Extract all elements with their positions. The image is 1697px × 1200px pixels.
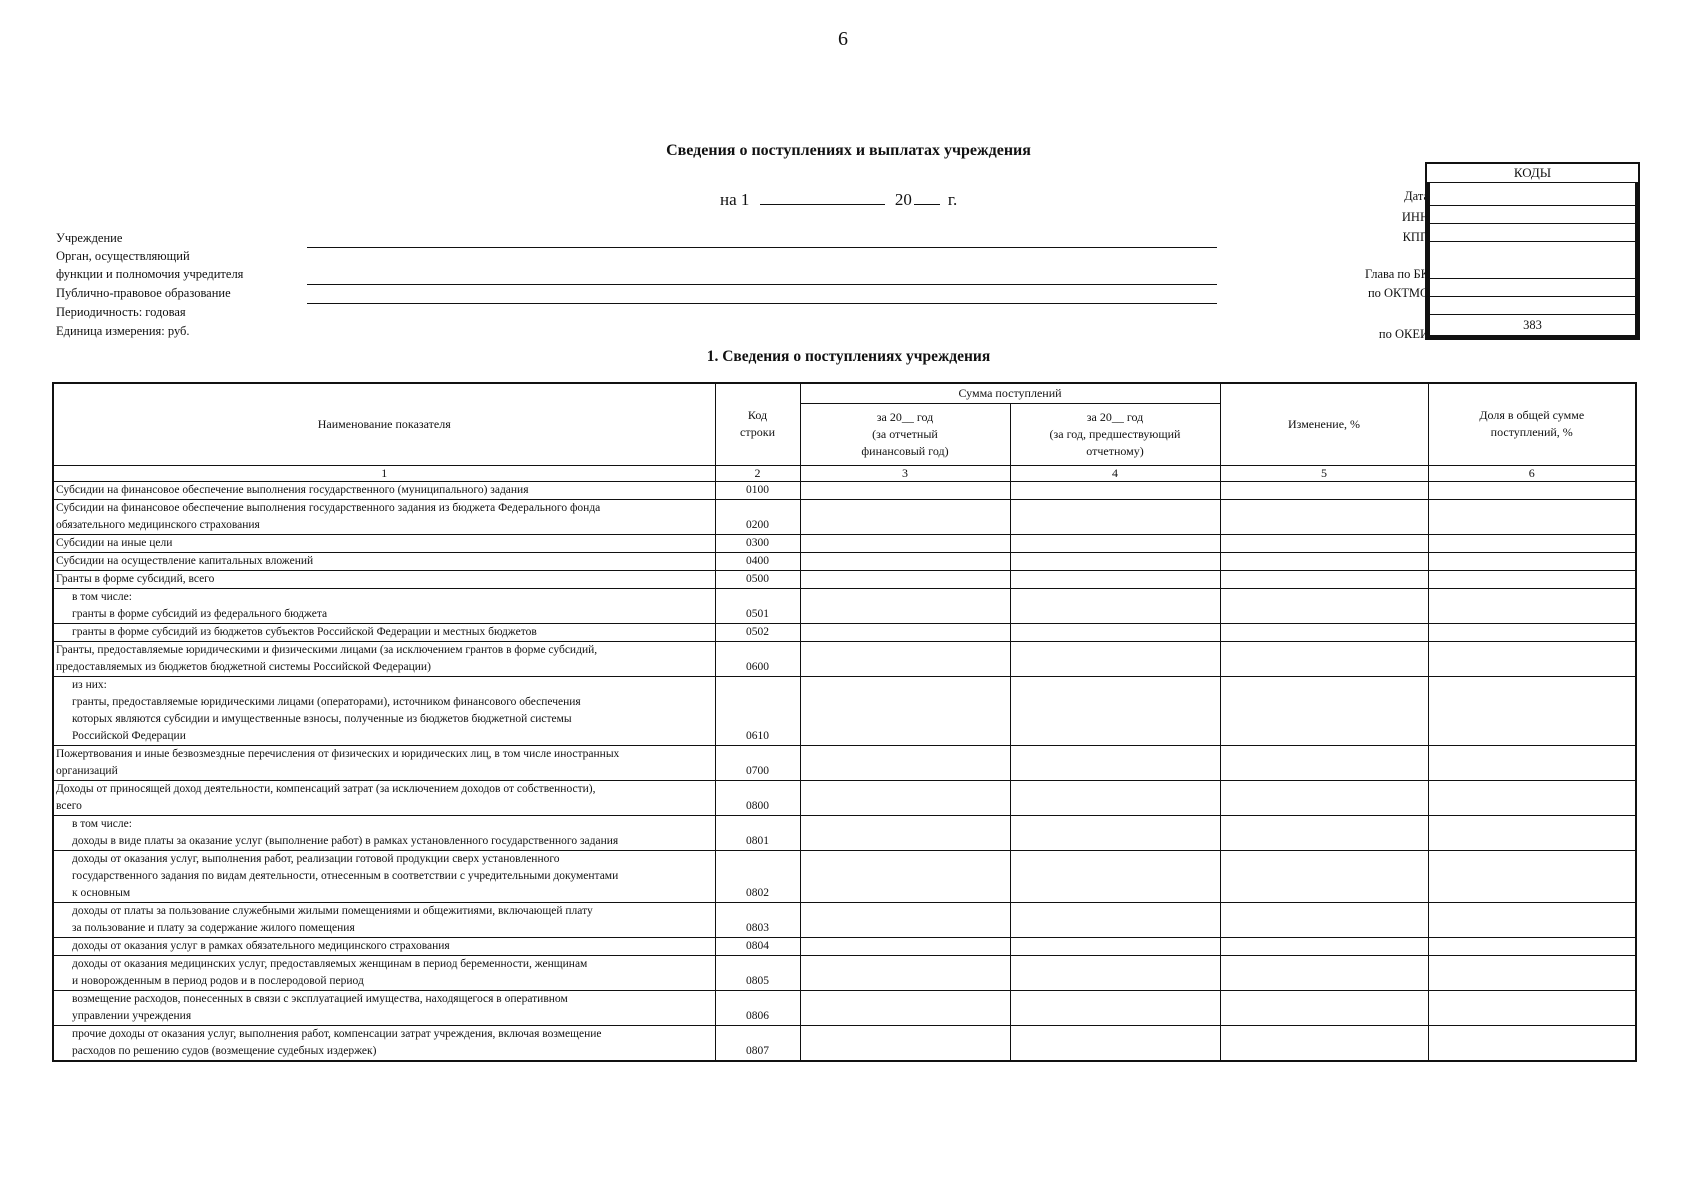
date-suffix: г.	[947, 190, 958, 209]
value-cell[interactable]	[800, 780, 1010, 815]
value-cell[interactable]	[800, 850, 1010, 902]
header-col4: за 20__ год (за год, предшествующий отчетному)	[1010, 403, 1220, 465]
value-cell[interactable]	[1428, 481, 1636, 499]
value-cell[interactable]	[800, 1025, 1010, 1061]
okei-label: по ОКЕИ	[1378, 327, 1429, 341]
row-code: 0803	[715, 902, 800, 937]
value-cell[interactable]	[800, 481, 1010, 499]
value-cell[interactable]	[800, 588, 1010, 623]
row-code: 0801	[715, 815, 800, 850]
header-code: Код строки	[715, 383, 800, 465]
row-name	[53, 850, 715, 902]
row-name-pre-text: из них:	[72, 678, 107, 691]
value-cell[interactable]	[1010, 937, 1220, 955]
table-row	[53, 552, 1636, 570]
row-code: 0400	[715, 552, 800, 570]
row-code: 0500	[715, 570, 800, 588]
row-code: 0300	[715, 534, 800, 552]
code-oktmo-cell[interactable]	[1427, 279, 1638, 297]
table-row	[53, 676, 1636, 745]
row-name-text: за пользование и плату за содержание жилого помещения	[72, 921, 355, 934]
row-name	[53, 641, 715, 676]
value-cell[interactable]	[1220, 815, 1428, 850]
code-okei-cell: 383	[1427, 315, 1638, 338]
value-cell[interactable]	[1010, 588, 1220, 623]
code-date-cell[interactable]	[1427, 183, 1638, 206]
value-cell[interactable]	[800, 815, 1010, 850]
value-cell[interactable]	[1428, 990, 1636, 1025]
col-number: 3	[800, 465, 1010, 481]
row-name-pre-text: в том числе:	[72, 817, 132, 830]
row-code: 0100	[715, 481, 800, 499]
value-cell[interactable]	[1010, 850, 1220, 902]
row-name-text: обязательного медицинского страхования	[56, 518, 260, 531]
form-title: Сведения о поступлениях и выплатах учреждения	[666, 142, 1031, 159]
row-name-pre-text: возмещение расходов, понесенных в связи с эксплуатацией имущества, находящегося в оперативном	[72, 992, 568, 1005]
value-cell[interactable]	[1428, 937, 1636, 955]
value-cell[interactable]	[1428, 676, 1636, 745]
value-cell[interactable]	[1010, 1025, 1220, 1061]
periodicity-label: Периодичность: годовая	[56, 305, 186, 319]
value-cell[interactable]	[800, 534, 1010, 552]
value-cell[interactable]	[1010, 990, 1220, 1025]
row-name-pre-text: Пожертвования и иные безвозмездные перечисления от физических и юридических лиц, в том числе иностранных	[56, 747, 620, 760]
public-entity-label: Публично-правовое образование	[56, 286, 231, 300]
row-code: 0502	[715, 623, 800, 641]
value-cell[interactable]	[1010, 552, 1220, 570]
table-row	[53, 534, 1636, 552]
value-cell[interactable]	[1010, 570, 1220, 588]
value-cell[interactable]	[1010, 481, 1220, 499]
value-cell[interactable]	[800, 641, 1010, 676]
row-code: 0804	[715, 937, 800, 955]
unit-label: Единица измерения: руб.	[56, 324, 190, 338]
row-name-text: всего	[56, 799, 82, 812]
value-cell[interactable]	[1428, 588, 1636, 623]
codes-header: КОДЫ	[1427, 164, 1638, 183]
value-cell[interactable]	[1220, 955, 1428, 990]
page-number: 6	[838, 28, 848, 50]
table-row	[53, 623, 1636, 641]
value-cell[interactable]	[1220, 990, 1428, 1025]
row-code: 0806	[715, 990, 800, 1025]
row-name	[53, 676, 715, 745]
value-cell[interactable]	[1428, 534, 1636, 552]
glava-bk-label: Глава по БК	[1364, 267, 1429, 281]
oktmo-label: по ОКТМО	[1367, 286, 1429, 300]
row-name	[53, 623, 715, 641]
value-cell[interactable]	[1220, 499, 1428, 534]
value-cell[interactable]	[1428, 815, 1636, 850]
value-cell[interactable]	[1428, 570, 1636, 588]
value-cell[interactable]	[1010, 623, 1220, 641]
table-row	[53, 499, 1636, 534]
value-cell[interactable]	[1220, 850, 1428, 902]
row-name	[53, 780, 715, 815]
header-sum: Сумма поступлений	[800, 383, 1220, 403]
row-code: 0610	[715, 676, 800, 745]
row-name	[53, 534, 715, 552]
value-cell[interactable]	[1010, 780, 1220, 815]
value-cell[interactable]	[1428, 552, 1636, 570]
organ-label-line1: Орган, осуществляющий	[56, 249, 190, 263]
row-name-text: Субсидии на осуществление капитальных вложений	[56, 554, 314, 567]
table-row	[53, 1025, 1636, 1061]
row-name-pre-text: которых являются субсидии и имущественные взносы, полученные из бюджетов бюджетной системы	[72, 712, 572, 725]
header-col3: за 20__ год (за отчетный финансовый год)	[800, 403, 1010, 465]
row-name-pre-text: Доходы от приносящей доход деятельности, компенсаций затрат (за исключением доходов от собственности),	[56, 782, 596, 795]
row-name	[53, 955, 715, 990]
value-cell[interactable]	[1428, 641, 1636, 676]
value-cell[interactable]	[1428, 902, 1636, 937]
table-row	[53, 588, 1636, 623]
receipts-table	[52, 382, 1637, 1062]
table-row	[53, 780, 1636, 815]
value-cell[interactable]	[800, 499, 1010, 534]
value-cell[interactable]	[1220, 1025, 1428, 1061]
row-name-text: и новорожденным в период родов и в послеродовой период	[72, 974, 364, 987]
value-cell[interactable]	[1220, 902, 1428, 937]
table-row	[53, 745, 1636, 780]
table-row	[53, 481, 1636, 499]
institution-line[interactable]	[307, 247, 1217, 248]
row-code: 0805	[715, 955, 800, 990]
codes-box	[1425, 162, 1640, 340]
date-prefix: на 1	[720, 190, 750, 209]
row-code: 0200	[715, 499, 800, 534]
section-title: 1. Сведения о поступлениях учреждения	[706, 348, 991, 365]
row-name	[53, 745, 715, 780]
col-number: 4	[1010, 465, 1220, 481]
col-number: 2	[715, 465, 800, 481]
col-number: 5	[1220, 465, 1428, 481]
value-cell[interactable]	[1428, 850, 1636, 902]
row-name	[53, 552, 715, 570]
row-name-text: расходов по решению судов (возмещение судебных издержек)	[72, 1044, 377, 1057]
year-blank	[914, 188, 940, 205]
date-code-label: Дата	[1404, 189, 1429, 203]
row-name	[53, 1025, 715, 1061]
table-row	[53, 815, 1636, 850]
row-code: 0800	[715, 780, 800, 815]
row-name	[53, 570, 715, 588]
row-code: 0600	[715, 641, 800, 676]
value-cell[interactable]	[1220, 534, 1428, 552]
kpp-label: КПП	[1402, 230, 1429, 244]
public-entity-line[interactable]	[307, 303, 1217, 304]
row-name-text: Субсидии на финансовое обеспечение выполнения государственного (муниципального) задания	[56, 483, 529, 496]
inn-label: ИНН	[1401, 210, 1429, 224]
value-cell[interactable]	[800, 570, 1010, 588]
row-name-pre-text: прочие доходы от оказания услуг, выполнения работ, компенсации затрат учреждения, включая возмещение	[72, 1027, 602, 1040]
value-cell[interactable]	[1428, 745, 1636, 780]
row-name-text: Российской Федерации	[72, 729, 186, 742]
value-cell[interactable]	[1220, 481, 1428, 499]
value-cell[interactable]	[800, 937, 1010, 955]
row-name-text: предоставляемых из бюджетов бюджетной системы Российской Федерации)	[56, 660, 431, 673]
value-cell[interactable]	[800, 745, 1010, 780]
value-cell[interactable]	[1428, 780, 1636, 815]
row-name-text: доходы от оказания услуг в рамках обязательного медицинского страхования	[72, 939, 450, 952]
value-cell[interactable]	[1010, 676, 1220, 745]
row-name-pre-text: доходы от оказания услуг, выполнения работ, реализации готовой продукции сверх установленного	[72, 852, 560, 865]
value-cell[interactable]	[800, 990, 1010, 1025]
table-row	[53, 570, 1636, 588]
date-blank	[760, 188, 885, 205]
value-cell[interactable]	[800, 955, 1010, 990]
year-prefix: 20	[894, 190, 912, 209]
value-cell[interactable]	[1220, 623, 1428, 641]
value-cell[interactable]	[1010, 641, 1220, 676]
col-number: 6	[1428, 465, 1636, 481]
date-line	[720, 188, 957, 210]
row-name	[53, 588, 715, 623]
value-cell[interactable]	[1220, 937, 1428, 955]
value-cell[interactable]	[1220, 780, 1428, 815]
value-cell[interactable]	[800, 902, 1010, 937]
row-name-text: Гранты в форме субсидий, всего	[56, 572, 215, 585]
value-cell[interactable]	[1428, 499, 1636, 534]
code-inn-cell[interactable]	[1427, 206, 1638, 224]
value-cell[interactable]	[800, 623, 1010, 641]
row-name-text: Субсидии на иные цели	[56, 536, 173, 549]
row-name-text: гранты в форме субсидий из бюджетов субъектов Российской Федерации и местных бюджетов	[72, 625, 537, 638]
row-name-pre-text: государственного задания по видам деятельности, отнесенным в соответствии с учредительными документами	[72, 869, 619, 882]
value-cell[interactable]	[1010, 902, 1220, 937]
row-name-text: доходы в виде платы за оказание услуг (выполнение работ) в рамках установленного государственного задания	[72, 834, 619, 847]
row-name-pre-text: доходы от оказания медицинских услуг, предоставляемых женщинам в период беременности, женщинам	[72, 957, 588, 970]
row-name	[53, 815, 715, 850]
row-code: 0802	[715, 850, 800, 902]
row-name	[53, 481, 715, 499]
row-name	[53, 902, 715, 937]
row-name	[53, 937, 715, 955]
table-row	[53, 641, 1636, 676]
value-cell[interactable]	[1220, 745, 1428, 780]
value-cell[interactable]	[1010, 745, 1220, 780]
organ-line[interactable]	[307, 284, 1217, 285]
table-row	[53, 955, 1636, 990]
row-name-text: к основным	[72, 886, 131, 899]
code-kpp-cell[interactable]	[1427, 224, 1638, 242]
row-name-text: управлении учреждения	[72, 1009, 192, 1022]
row-code: 0700	[715, 745, 800, 780]
row-name-pre-text: гранты, предоставляемые юридическими лицами (операторами), источником финансового обеспечения	[72, 695, 581, 708]
row-name-pre-text: Гранты, предоставляемые юридическими и физическими лицами (за исключением грантов в форме субсидий,	[56, 643, 598, 656]
value-cell[interactable]	[1010, 534, 1220, 552]
table-row	[53, 937, 1636, 955]
row-code: 0501	[715, 588, 800, 623]
row-name-pre-text: в том числе:	[72, 590, 132, 603]
value-cell[interactable]	[1428, 955, 1636, 990]
header-name: Наименование показателя	[53, 383, 715, 465]
value-cell[interactable]	[1220, 588, 1428, 623]
row-name-text: организаций	[56, 764, 118, 777]
value-cell[interactable]	[1220, 570, 1428, 588]
value-cell[interactable]	[1220, 676, 1428, 745]
header-share: Доля в общей сумме поступлений, %	[1428, 383, 1636, 465]
value-cell[interactable]	[1220, 641, 1428, 676]
table-row	[53, 850, 1636, 902]
value-cell[interactable]	[1220, 552, 1428, 570]
header-change: Изменение, %	[1220, 383, 1428, 465]
value-cell[interactable]	[800, 676, 1010, 745]
table-row	[53, 990, 1636, 1025]
value-cell[interactable]	[800, 552, 1010, 570]
value-cell[interactable]	[1010, 955, 1220, 990]
value-cell[interactable]	[1428, 623, 1636, 641]
row-name-text: гранты в форме субсидий из федерального бюджета	[72, 607, 328, 620]
row-name	[53, 499, 715, 534]
value-cell[interactable]	[1010, 815, 1220, 850]
institution-label: Учреждение	[56, 231, 123, 245]
row-code: 0807	[715, 1025, 800, 1061]
row-name-pre-text: Субсидии на финансовое обеспечение выполнения государственного задания из бюджета Федерального фонда	[56, 501, 601, 514]
table-row	[53, 902, 1636, 937]
row-name-pre-text: доходы от платы за пользование служебными жилыми помещениями и общежитиями, включающей плату	[72, 904, 593, 917]
code-glava-cell[interactable]	[1427, 242, 1638, 279]
row-name	[53, 990, 715, 1025]
organ-label-line2: функции и полномочия учредителя	[56, 267, 244, 281]
value-cell[interactable]	[1428, 1025, 1636, 1061]
code-periodicity-cell[interactable]	[1427, 297, 1638, 315]
col-number: 1	[53, 465, 715, 481]
value-cell[interactable]	[1010, 499, 1220, 534]
